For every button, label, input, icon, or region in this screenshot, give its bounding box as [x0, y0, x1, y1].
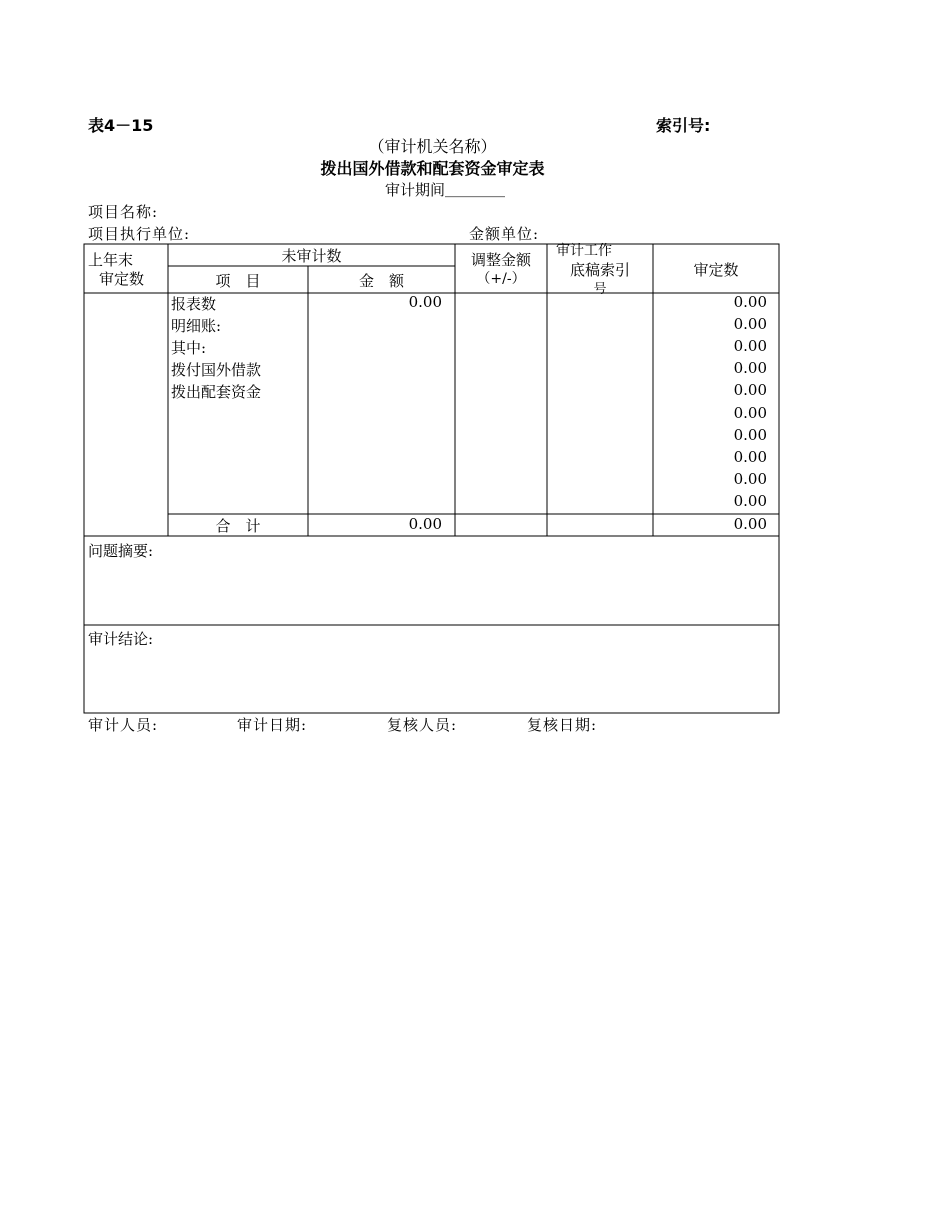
project-name-label: 项目名称: [88, 203, 159, 221]
execution-unit-label: 项目执行单位: [88, 225, 191, 243]
review-date-label: 复核日期: [527, 716, 598, 734]
row-item: 拨出配套资金 [171, 383, 262, 401]
row-audited: 0.00 [733, 470, 767, 488]
col-prev-year-label-1: 上年末 [88, 251, 134, 269]
col-prev-year-label-2: 审定数 [99, 270, 145, 288]
index-number-label: 索引号: [656, 116, 711, 135]
col-adjust-header-1: 调整金额 [470, 251, 531, 269]
table-number: 表4－15 [88, 116, 154, 135]
auditor-label: 审计人员: [88, 716, 159, 734]
row-audited: 0.00 [733, 315, 767, 333]
total-amount: 0.00 [408, 515, 442, 533]
col-ref-header-2: 底稿索引 [569, 261, 630, 279]
col-audited-header: 审定数 [693, 261, 739, 279]
issues-summary-label: 问题摘要: [88, 542, 154, 560]
col-unaudited-header: 未审计数 [281, 247, 342, 265]
total-label: 合 计 [215, 517, 261, 535]
page-title: 拨出国外借款和配套资金审定表 [320, 159, 545, 178]
row-item: 拨付国外借款 [171, 361, 262, 379]
col-item-header: 项 目 [215, 272, 261, 290]
row-amount: 0.00 [408, 293, 442, 311]
col-ref-header-3: 号 [593, 282, 607, 297]
audit-conclusion-label: 审计结论: [88, 630, 154, 648]
col-amount-header: 金 额 [358, 272, 404, 290]
col-adjust-header-2: （+/-） [476, 271, 526, 287]
row-audited: 0.00 [733, 381, 767, 399]
row-audited: 0.00 [733, 337, 767, 355]
amount-unit-label: 金额单位: [469, 225, 540, 243]
row-audited: 0.00 [733, 404, 767, 422]
row-audited: 0.00 [733, 426, 767, 444]
row-audited: 0.00 [733, 492, 767, 510]
reviewer-label: 复核人员: [387, 716, 458, 734]
audit-period: 审计期间＿＿＿＿ [384, 181, 505, 199]
row-audited: 0.00 [733, 448, 767, 466]
col-ref-header-1: 审计工作 [556, 243, 612, 259]
row-item: 报表数 [171, 295, 217, 313]
total-audited: 0.00 [733, 515, 767, 533]
audit-date-label: 审计日期: [237, 716, 308, 734]
row-item: 其中: [171, 339, 207, 357]
row-item: 明细账: [171, 317, 222, 335]
row-audited: 0.00 [733, 293, 767, 311]
row-audited: 0.00 [733, 359, 767, 377]
audit-org-name: （审计机关名称） [368, 137, 497, 156]
